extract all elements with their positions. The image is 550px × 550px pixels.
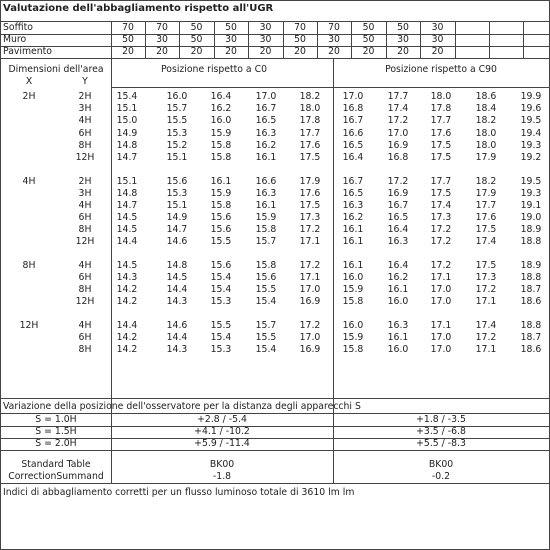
ugr-value: 18.8 (520, 272, 542, 284)
grid-line (283, 21, 284, 58)
ugr-value: 15.6 (210, 211, 232, 223)
ugr-value: 16.9 (299, 296, 321, 308)
ugr-value: 18.4 (475, 103, 497, 115)
ugr-value: 15.4 (210, 332, 232, 344)
ugr-value: 16.3 (255, 187, 277, 199)
ugr-value: 17.9 (299, 175, 321, 187)
grid-line (111, 87, 549, 88)
area-y-value: 4H (78, 199, 92, 211)
ugr-value: 17.9 (475, 151, 497, 163)
ugr-value: 16.7 (255, 103, 277, 115)
ugr-value: 16.8 (387, 151, 409, 163)
ugr-value: 16.3 (387, 235, 409, 247)
reflectance-value: 70 (122, 22, 134, 34)
ugr-value: 17.0 (255, 91, 277, 103)
ugr-value: 15.3 (166, 127, 188, 139)
reflectance-value: 20 (225, 46, 237, 58)
ugr-value: 14.7 (116, 199, 138, 211)
ugr-value: 17.5 (430, 187, 452, 199)
ugr-value: 17.7 (299, 127, 321, 139)
grid-line (351, 21, 352, 58)
reflectance-value: 20 (294, 46, 306, 58)
x-label: X (25, 76, 33, 88)
area-x-value: 4H (22, 175, 36, 187)
ugr-value: 16.2 (255, 139, 277, 151)
ugr-value: 15.8 (255, 223, 277, 235)
ugr-value: 17.0 (430, 284, 452, 296)
ugr-value: 17.3 (475, 272, 497, 284)
grid-line (1, 450, 549, 451)
ugr-value: 15.8 (342, 296, 364, 308)
ugr-value: 16.2 (387, 272, 409, 284)
ugr-value: 17.5 (475, 223, 497, 235)
ugr-value: 15.4 (116, 91, 138, 103)
ugr-value: 15.7 (255, 235, 277, 247)
ugr-value: 17.2 (387, 175, 409, 187)
reflectance-value: 30 (225, 34, 237, 46)
ugr-value: 18.7 (520, 284, 542, 296)
ugr-value: 17.8 (430, 103, 452, 115)
ugr-value: 14.5 (116, 260, 138, 272)
ugr-value: 16.7 (342, 115, 364, 127)
ugr-value: 15.6 (255, 272, 277, 284)
ugr-value: 18.7 (520, 332, 542, 344)
ugr-value: 14.7 (166, 223, 188, 235)
ugr-value: 15.4 (210, 272, 232, 284)
ugr-value: 15.6 (210, 223, 232, 235)
ugr-value: 15.3 (166, 187, 188, 199)
reflectance-value: 30 (259, 34, 272, 46)
ugr-value: 16.8 (342, 103, 364, 115)
ugr-value: 15.1 (166, 151, 188, 163)
ugr-value: 16.1 (342, 260, 364, 272)
ugr-value: 17.5 (299, 199, 321, 211)
ugr-value: 17.6 (299, 139, 321, 151)
ugr-value: 16.5 (342, 187, 364, 199)
ugr-value: 15.8 (342, 344, 364, 356)
reflectance-value: 20 (397, 46, 409, 58)
ugr-value: 17.2 (475, 284, 497, 296)
reflectance-value: 30 (156, 34, 168, 46)
ugr-value: 16.5 (342, 139, 364, 151)
ugr-value: 15.9 (342, 284, 364, 296)
grid-line (1, 398, 549, 399)
ugr-value: 14.4 (166, 332, 188, 344)
ugr-value: 16.1 (255, 199, 277, 211)
ugr-value: 16.1 (255, 151, 277, 163)
ugr-value: 16.0 (387, 296, 409, 308)
ugr-value: 17.3 (430, 211, 452, 223)
ugr-value: 17.7 (430, 115, 452, 127)
standard-table-c90: BK00 (428, 459, 454, 471)
reflectance-value: 30 (397, 34, 409, 46)
ugr-value: 14.5 (116, 223, 138, 235)
area-y-value: 4H (78, 115, 92, 127)
ugr-value: 18.9 (520, 223, 542, 235)
area-y-value: 12H (75, 235, 95, 247)
ugr-value: 16.1 (387, 332, 409, 344)
ugr-value: 19.0 (520, 211, 542, 223)
correction-c0: -1.8 (212, 471, 232, 483)
reflectance-label: Soffito (3, 22, 33, 34)
variation-c0: +4.1 / -10.2 (194, 426, 250, 438)
ugr-value: 16.1 (342, 223, 364, 235)
ugr-value: 19.1 (520, 199, 542, 211)
ugr-value: 14.9 (166, 211, 188, 223)
ugr-value: 17.3 (299, 211, 321, 223)
ugr-value: 15.5 (210, 235, 232, 247)
ugr-value: 15.0 (116, 115, 138, 127)
ugr-value: 18.6 (520, 344, 542, 356)
ugr-value: 17.2 (387, 115, 409, 127)
ugr-value: 14.6 (166, 320, 188, 332)
ugr-value: 16.6 (255, 175, 277, 187)
ugr-value: 17.6 (475, 211, 497, 223)
ugr-value: 18.9 (520, 260, 542, 272)
ugr-value: 15.8 (210, 151, 232, 163)
ugr-value: 18.0 (475, 127, 497, 139)
ugr-value: 14.4 (116, 320, 138, 332)
dims-header: Dimensioni dell'area (8, 64, 104, 76)
grid-line (145, 21, 146, 58)
ugr-value: 17.5 (299, 151, 321, 163)
grid-line (523, 21, 524, 58)
ugr-value: 17.1 (299, 272, 321, 284)
grid-line (1, 58, 549, 59)
grid-line (317, 21, 318, 58)
grid-line (179, 21, 180, 58)
grid-line (333, 58, 334, 483)
area-y-value: 3H (78, 187, 92, 199)
variation-label: S = 1.5H (35, 426, 77, 438)
ugr-value: 17.7 (475, 199, 497, 211)
ugr-value: 15.4 (255, 296, 277, 308)
ugr-value: 15.5 (210, 320, 232, 332)
area-y-value: 6H (78, 272, 92, 284)
reflectance-value: 70 (156, 22, 168, 34)
reflectance-value: 50 (122, 34, 134, 46)
area-x-value: 8H (22, 260, 36, 272)
ugr-value: 16.0 (387, 344, 409, 356)
ugr-value: 15.8 (210, 139, 232, 151)
ugr-value: 16.3 (255, 127, 277, 139)
reflectance-value: 50 (294, 34, 306, 46)
y-label: Y (82, 76, 88, 88)
ugr-value: 14.3 (166, 344, 188, 356)
ugr-value: 19.3 (520, 139, 542, 151)
ugr-value: 17.6 (299, 187, 321, 199)
reflectance-value: 20 (328, 46, 340, 58)
grid-line (489, 21, 490, 58)
ugr-value: 16.0 (166, 91, 188, 103)
ugr-value: 15.3 (210, 344, 232, 356)
ugr-value: 17.8 (299, 115, 321, 127)
area-x-value: 2H (22, 91, 36, 103)
ugr-value: 17.7 (387, 91, 409, 103)
reflectance-value: 20 (259, 46, 272, 58)
ugr-value: 19.9 (520, 91, 542, 103)
table-title: Valutazione dell'abbagliamento rispetto all'UGR (3, 3, 274, 14)
reflectance-value: 20 (122, 46, 134, 58)
reflectance-value: 50 (225, 22, 237, 34)
reflectance-value: 20 (431, 46, 444, 58)
ugr-value: 15.9 (342, 332, 364, 344)
area-y-value: 6H (78, 332, 92, 344)
grid-line (214, 21, 215, 58)
ugr-value: 17.2 (430, 260, 452, 272)
ugr-value: 16.4 (342, 151, 364, 163)
ugr-value: 17.4 (475, 235, 497, 247)
ugr-value: 16.4 (210, 91, 232, 103)
area-y-value: 3H (78, 103, 92, 115)
area-y-value: 8H (78, 344, 92, 356)
area-y-value: 8H (78, 284, 92, 296)
area-y-value: 4H (78, 260, 92, 272)
ugr-value: 17.9 (475, 187, 497, 199)
reflectance-label: Pavimento (3, 46, 52, 58)
ugr-value: 18.8 (520, 235, 542, 247)
ugr-value: 14.2 (116, 296, 138, 308)
ugr-value: 16.1 (342, 235, 364, 247)
ugr-value: 17.2 (430, 235, 452, 247)
ugr-value: 15.9 (210, 127, 232, 139)
ugr-value: 14.2 (116, 332, 138, 344)
ugr-value: 14.6 (166, 235, 188, 247)
variation-label: S = 1.0H (35, 414, 77, 426)
ugr-value: 16.4 (387, 260, 409, 272)
ugr-value: 16.9 (387, 139, 409, 151)
ugr-value: 15.9 (255, 211, 277, 223)
ugr-value: 17.4 (430, 199, 452, 211)
grid-line (386, 21, 387, 58)
ugr-value: 15.8 (210, 199, 232, 211)
ugr-value: 14.8 (116, 187, 138, 199)
ugr-value: 18.6 (520, 296, 542, 308)
ugr-value: 17.2 (299, 320, 321, 332)
variation-c90: +3.5 / -6.8 (416, 426, 466, 438)
pos-c90-header: Posizione rispetto a C90 (385, 64, 497, 76)
ugr-value: 16.4 (387, 223, 409, 235)
ugr-value: 18.0 (475, 139, 497, 151)
variation-c0: +5.9 / -11.4 (194, 438, 250, 450)
ugr-value: 15.9 (210, 187, 232, 199)
variation-c90: +1.8 / -3.5 (416, 414, 466, 426)
ugr-value: 17.0 (387, 127, 409, 139)
ugr-value: 17.0 (430, 296, 452, 308)
ugr-value: 15.7 (166, 103, 188, 115)
ugr-value: 15.1 (116, 103, 138, 115)
ugr-value: 15.5 (166, 115, 188, 127)
ugr-value: 15.4 (255, 344, 277, 356)
ugr-value: 17.1 (299, 235, 321, 247)
ugr-value: 14.4 (116, 235, 138, 247)
grid-line (1, 483, 549, 484)
ugr-value: 15.5 (255, 284, 277, 296)
ugr-value: 15.4 (210, 284, 232, 296)
area-y-value: 12H (75, 151, 95, 163)
ugr-value: 18.2 (299, 91, 321, 103)
ugr-value: 14.8 (116, 139, 138, 151)
area-y-value: 6H (78, 211, 92, 223)
ugr-value: 14.3 (116, 272, 138, 284)
variation-c90: +5.5 / -8.3 (416, 438, 466, 450)
ugr-value: 16.9 (387, 187, 409, 199)
ugr-value: 16.9 (299, 344, 321, 356)
ugr-value: 19.4 (520, 127, 542, 139)
grid-line (111, 58, 112, 483)
ugr-value: 15.3 (210, 296, 232, 308)
ugr-value: 19.2 (520, 151, 542, 163)
ugr-value: 17.2 (430, 223, 452, 235)
reflectance-value: 50 (362, 34, 375, 46)
ugr-value: 14.8 (166, 260, 188, 272)
grid-line (248, 21, 249, 58)
ugr-value: 18.0 (299, 103, 321, 115)
ugr-value: 15.7 (255, 320, 277, 332)
ugr-value: 19.6 (520, 103, 542, 115)
variation-label: S = 2.0H (35, 438, 77, 450)
ugr-value: 15.8 (255, 260, 277, 272)
reflectance-value: 70 (294, 22, 306, 34)
ugr-value: 16.0 (342, 320, 364, 332)
standard-table-label: Standard Table (21, 459, 91, 471)
ugr-value: 17.0 (430, 344, 452, 356)
ugr-value: 17.2 (299, 260, 321, 272)
ugr-value: 19.5 (520, 175, 542, 187)
area-y-value: 6H (78, 127, 92, 139)
ugr-value: 18.2 (475, 175, 497, 187)
ugr-value: 16.1 (210, 175, 232, 187)
correction-label: CorrectionSummand (8, 471, 104, 483)
ugr-value: 16.0 (210, 115, 232, 127)
ugr-value: 17.7 (430, 175, 452, 187)
area-y-value: 4H (78, 320, 92, 332)
reflectance-value: 30 (431, 22, 444, 34)
area-y-value: 12H (75, 296, 95, 308)
ugr-value: 17.0 (430, 332, 452, 344)
ugr-value: 15.2 (166, 139, 188, 151)
variation-c0: +2.8 / -5.4 (197, 414, 247, 426)
reflectance-value: 20 (190, 46, 203, 58)
reflectance-label: Muro (3, 34, 27, 46)
ugr-value: 18.2 (475, 115, 497, 127)
ugr-value: 15.1 (166, 199, 188, 211)
area-y-value: 2H (78, 175, 92, 187)
ugr-value: 14.9 (116, 127, 138, 139)
reflectance-value: 50 (362, 22, 375, 34)
standard-table-c0: BK00 (209, 459, 235, 471)
ugr-value: 16.1 (387, 284, 409, 296)
ugr-value: 17.0 (342, 91, 364, 103)
reflectance-value: 30 (328, 34, 340, 46)
ugr-value: 14.5 (166, 272, 188, 284)
ugr-value: 17.2 (299, 223, 321, 235)
ugr-value: 17.1 (475, 344, 497, 356)
ugr-value: 17.0 (299, 284, 321, 296)
ugr-value: 17.1 (475, 296, 497, 308)
ugr-value: 15.1 (116, 175, 138, 187)
ugr-value: 14.4 (166, 284, 188, 296)
ugr-value: 17.5 (475, 260, 497, 272)
area-y-value: 8H (78, 223, 92, 235)
reflectance-value: 70 (328, 22, 340, 34)
ugr-value: 14.2 (116, 344, 138, 356)
grid-line (455, 21, 456, 58)
ugr-value: 16.5 (255, 115, 277, 127)
area-x-value: 12H (19, 320, 39, 332)
ugr-value: 19.3 (520, 187, 542, 199)
reflectance-value: 20 (156, 46, 168, 58)
reflectance-value: 30 (259, 22, 272, 34)
ugr-value: 17.4 (387, 103, 409, 115)
ugr-value: 17.0 (299, 332, 321, 344)
ugr-value: 16.0 (342, 272, 364, 284)
ugr-value: 16.7 (387, 199, 409, 211)
variation-header: Variazione della posizione dell'osservatore per la distanza degli apparecchi S (3, 401, 361, 413)
reflectance-value: 50 (190, 34, 203, 46)
ugr-value: 18.6 (475, 91, 497, 103)
ugr-value: 17.1 (430, 272, 452, 284)
reflectance-value: 20 (362, 46, 375, 58)
ugr-value: 15.5 (255, 332, 277, 344)
ugr-value: 16.5 (387, 211, 409, 223)
ugr-value: 17.1 (430, 320, 452, 332)
ugr-value: 18.8 (520, 320, 542, 332)
ugr-value: 15.6 (210, 260, 232, 272)
ugr-value: 17.5 (430, 139, 452, 151)
ugr-value: 19.5 (520, 115, 542, 127)
ugr-value: 16.3 (387, 320, 409, 332)
ugr-value: 15.6 (166, 175, 188, 187)
pos-c0-header: Posizione rispetto a C0 (161, 64, 267, 76)
reflectance-value: 50 (397, 22, 409, 34)
ugr-value: 14.5 (116, 211, 138, 223)
ugr-value: 14.3 (166, 296, 188, 308)
correction-c90: -0.2 (431, 471, 451, 483)
reflectance-value: 30 (431, 34, 444, 46)
ugr-value: 17.4 (475, 320, 497, 332)
ugr-value: 17.2 (475, 332, 497, 344)
grid-line (420, 21, 421, 58)
ugr-value: 16.2 (342, 211, 364, 223)
ugr-value: 14.7 (116, 151, 138, 163)
ugr-value: 16.7 (342, 175, 364, 187)
area-y-value: 2H (78, 91, 92, 103)
ugr-value: 17.6 (430, 127, 452, 139)
ugr-value: 14.2 (116, 284, 138, 296)
ugr-value: 16.6 (342, 127, 364, 139)
footnote: Indici di abbagliamento corretti per un flusso luminoso totale di 3610 lm lm (3, 487, 355, 498)
ugr-value: 16.2 (210, 103, 232, 115)
ugr-value: 18.0 (430, 91, 452, 103)
area-y-value: 8H (78, 139, 92, 151)
ugr-value: 17.5 (430, 151, 452, 163)
reflectance-value: 50 (190, 22, 203, 34)
ugr-value: 16.3 (342, 199, 364, 211)
grid-line (111, 21, 112, 58)
